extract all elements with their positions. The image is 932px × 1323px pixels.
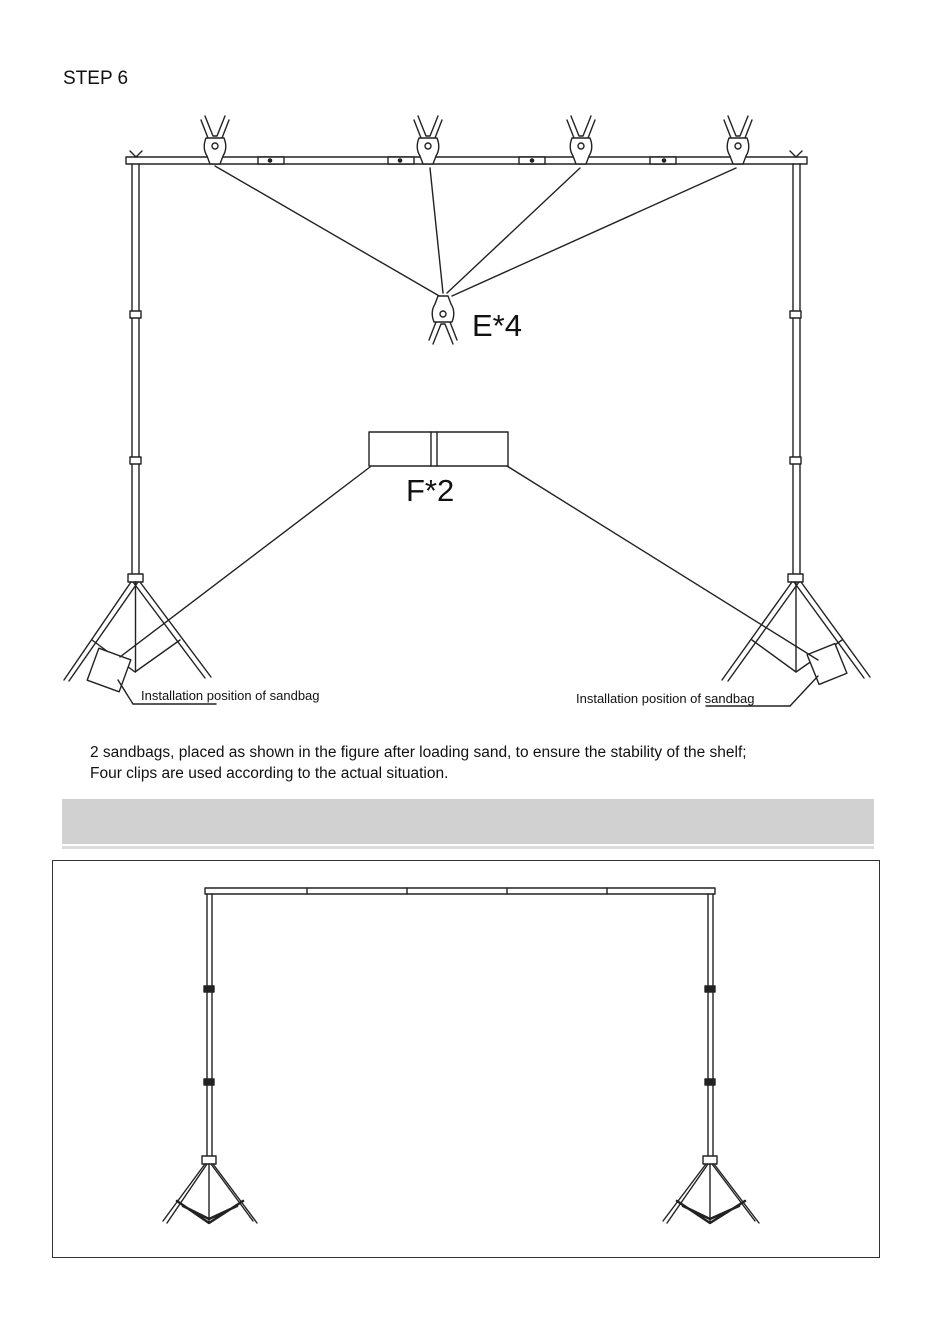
- instruction-line-1: 2 sandbags, placed as shown in the figure after loading sand, to ensure the stability of the shelf;: [90, 744, 747, 761]
- left-stand: [64, 164, 216, 704]
- sandbag-quantity-label: F*2: [406, 473, 455, 508]
- sandbag-callout-left: Installation position of sandbag: [141, 688, 320, 703]
- clips-quantity-label: E*4: [472, 308, 522, 343]
- section-rule: [62, 846, 874, 849]
- sandbag-f: [369, 432, 508, 466]
- instruction-line-2: Four clips are used according to the actual situation.: [90, 765, 449, 782]
- step-title: STEP 6: [63, 68, 129, 89]
- sandbag-leaders: [120, 466, 818, 660]
- sandbag-callout-right: Installation position of sandbag: [576, 691, 755, 706]
- crossbar: [126, 151, 807, 164]
- section-band: [62, 799, 874, 844]
- instructions: [90, 742, 890, 784]
- clip-leaders: [215, 166, 736, 297]
- right-stand: [706, 164, 870, 706]
- assembled-stand-frame: [52, 860, 880, 1258]
- assembled-stand-diagram: [53, 861, 879, 1257]
